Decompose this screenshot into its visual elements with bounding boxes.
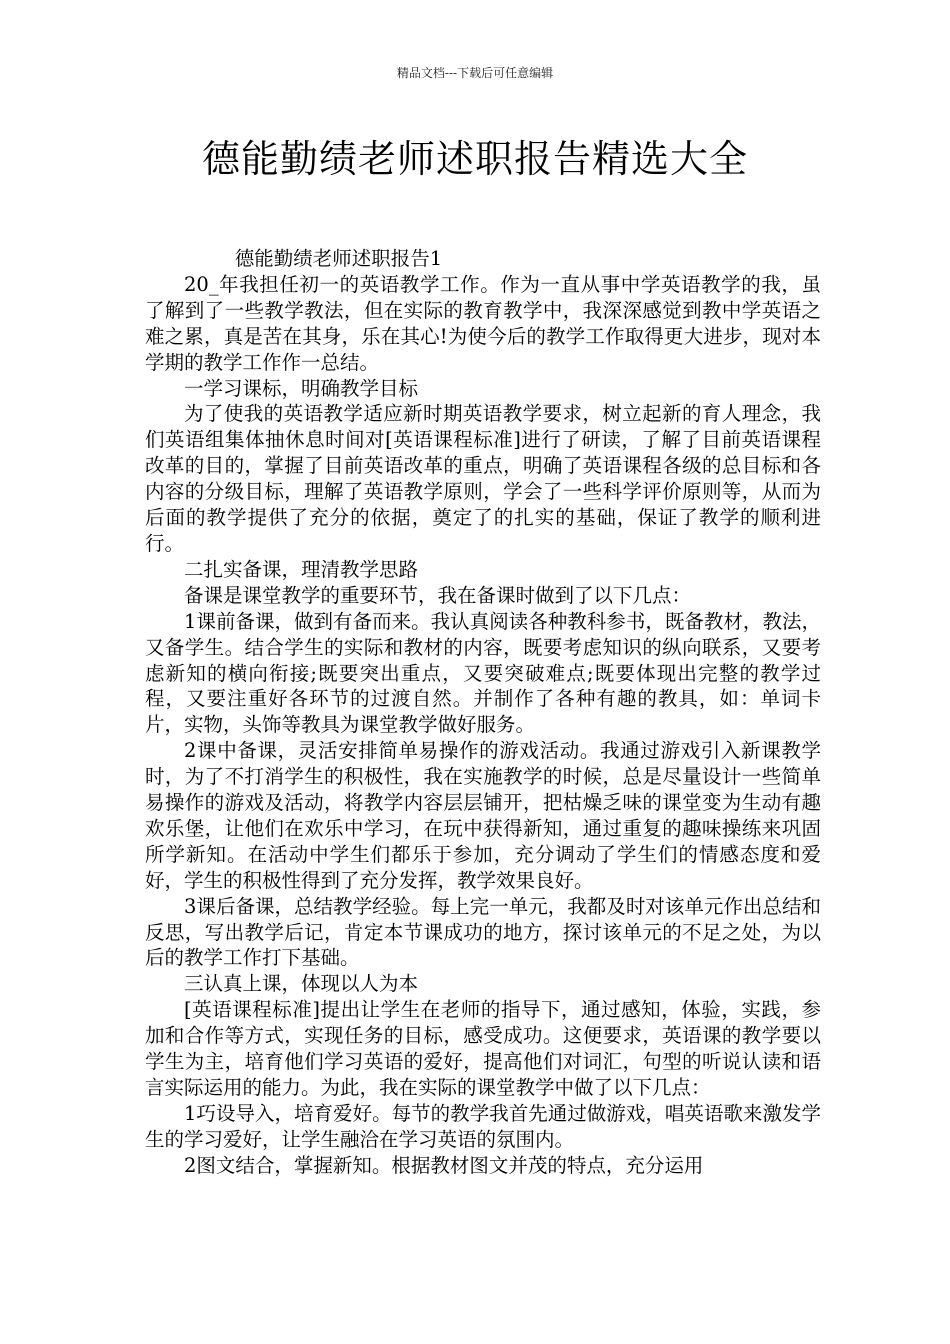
paragraph: 1巧设导入，培育爱好。每节的教学我首先通过做游戏，唱英语歌来激发学生的学习爱好，让学生融洽在学习英语的氛围内。 <box>145 1101 821 1151</box>
paragraph: 3课后备课，总结教学经验。每上完一单元，我都及时对该单元作出总结和反思，写出教学后记，肯定本节课成功的地方，探讨该单元的不足之处，为以后的教学工作打下基础。 <box>145 894 821 970</box>
paragraph: 备课是课堂教学的重要环节，我在备课时做到了以下几点： <box>184 583 692 607</box>
document-body <box>145 246 821 1179</box>
report-subtitle: 德能勤绩老师述职报告1 <box>234 247 443 270</box>
section-heading: 三认真上课，体现以人为本 <box>184 972 419 996</box>
paragraph: [英语课程标准]提出让学生在老师的指导下，通过感知，体验，实践，参加和合作等方式，实现任务的目标，感受成功。这便要求，英语课的教学要以学生为主，培育他们学习英语的爱好，提高他们对词汇，句型的听说认读和语言实际运用的能力。为此，我在实际的课堂教学中做了以下几点： <box>145 998 821 1099</box>
paragraph: 2图文结合，掌握新知。根据教材图文并茂的特点，充分运用 <box>184 1153 704 1177</box>
header-note: 精品文档---下载后可任意编辑 <box>396 66 554 80</box>
paragraph: 2课中备课，灵活安排简单易操作的游戏活动。我通过游戏引入新课教学时，为了不打消学生的积极性，我在实施教学的时候，总是尽量设计一些简单易操作的游戏及活动，将教学内容层层铺开，把枯燥乏味的课堂变为生动有趣欢乐堡，让他们在欢乐中学习，在玩中获得新知，通过重复的趣味操练来巩固所学新知。在活动中学生们都乐于参加，充分调动了学生们的情感态度和爱好，学生的积极性得到了充分发挥，教学效果良好。 <box>145 739 821 892</box>
paragraph: 1课前备课，做到有备而来。我认真阅读各种教科参书，既备教材，教法，又备学生。结合学生的实际和教材的内容，既要考虑知识的纵向联系，又要考虑新知的横向衔接;既要突出重点，又要突破难点;既要体现出完整的教学过程，又要注重好各环节的过渡自然。并制作了各种有趣的教具，如：单词卡片，实物，头饰等教具为课堂教学做好服务。 <box>145 609 821 737</box>
paragraph: 20_年我担任初一的英语教学工作。作为一直从事中学英语教学的我，虽了解到了一些教学教法，但在实际的教育教学中，我深深感觉到教中学英语之难之累，真是苦在其身，乐在其心!为使今后的教学工作取得更大进步，现对本学期的教学工作作一总结。 <box>145 272 821 374</box>
section-heading: 二扎实备课，理清教学思路 <box>184 557 419 581</box>
section-heading: 一学习课标，明确教学目标 <box>184 376 419 400</box>
document-title: 德能勤绩老师述职报告精选大全 <box>201 137 748 181</box>
paragraph: 为了使我的英语教学适应新时期英语教学要求，树立起新的育人理念，我们英语组集体抽休息时间对[英语课程标准]进行了研读，了解了目前英语课程改革的目的，掌握了目前英语改革的重点，明确了英语课程各级的总目标和各内容的分级目标，理解了英语教学原则，学会了一些科学评价原则等，从而为后面的教学提供了充分的依据，奠定了的扎实的基础，保证了教学的顺利进行。 <box>145 402 821 555</box>
